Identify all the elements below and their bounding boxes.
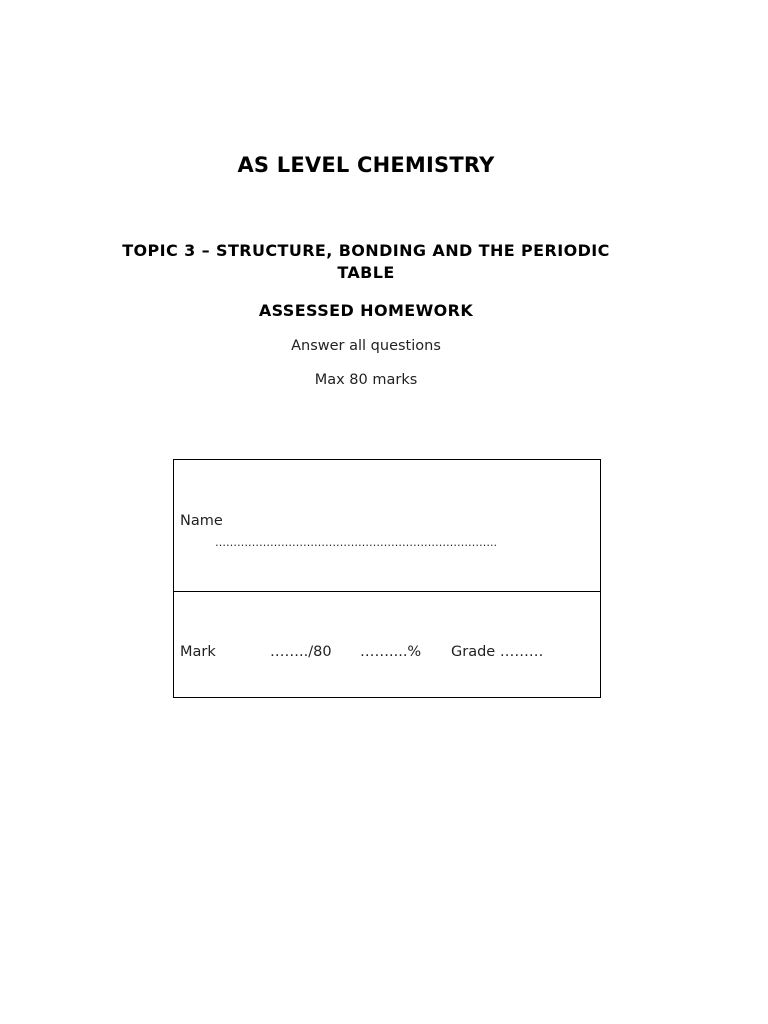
- max-marks-text: Max 80 marks: [314, 372, 418, 388]
- mark-out-of-field: ……../80: [270, 644, 332, 660]
- mark-label: Mark: [180, 644, 216, 660]
- student-info-box: [173, 459, 601, 698]
- name-row: [174, 460, 600, 592]
- percent-field: ……....%: [360, 644, 422, 660]
- grade-field: Grade ………: [451, 644, 544, 660]
- name-label: Name: [180, 513, 223, 529]
- assessment-heading: ASSESSED HOMEWORK: [258, 301, 474, 320]
- topic-heading: TOPIC 3 – STRUCTURE, BONDING AND THE PERIODIC TABLE: [122, 241, 610, 282]
- document-title: AS LEVEL CHEMISTRY: [237, 153, 495, 177]
- instruction-text: Answer all questions: [291, 338, 441, 354]
- name-fill-line: …………………………………………………………………..: [215, 536, 497, 549]
